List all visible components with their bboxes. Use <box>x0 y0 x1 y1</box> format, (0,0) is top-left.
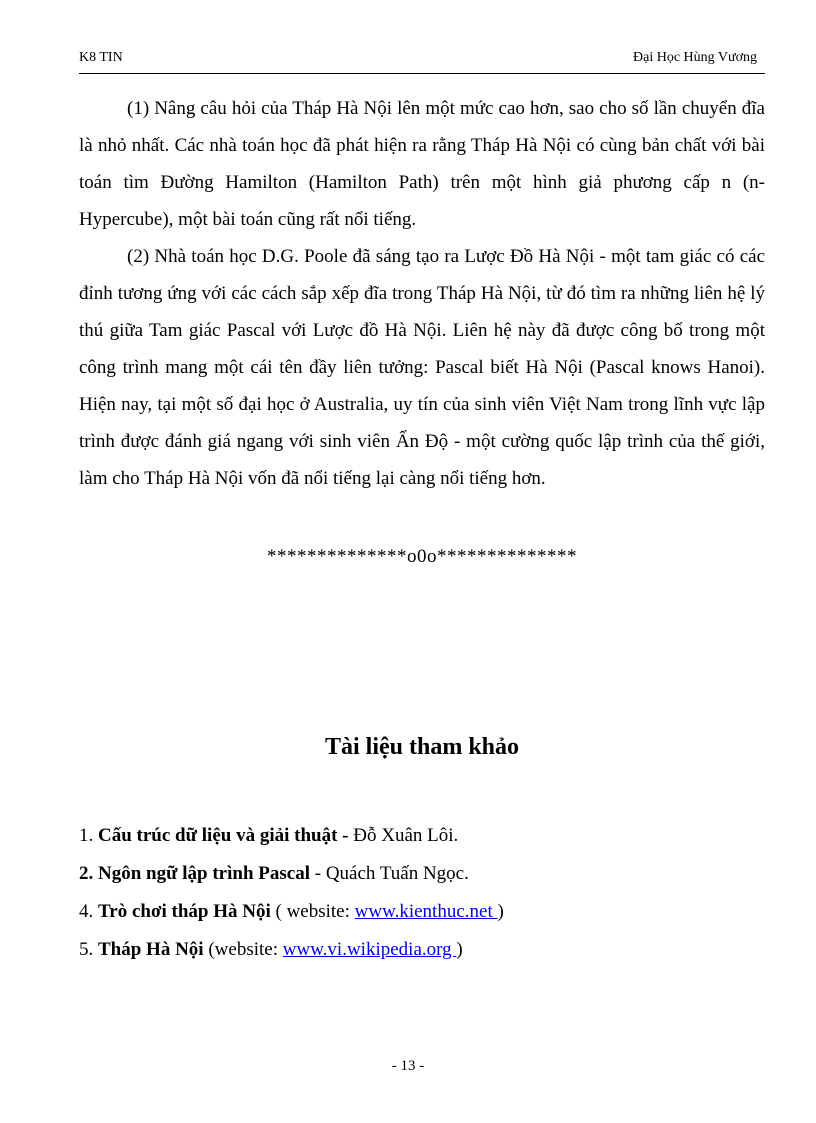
references-title: Tài liệu tham khảo <box>324 734 520 760</box>
reference-item-1 <box>79 817 765 855</box>
header-left-text: K8 TIN <box>79 50 123 65</box>
reference-website-label: ( website: <box>270 901 355 922</box>
page-header <box>79 50 757 72</box>
reference-number: 4. <box>79 901 98 922</box>
reference-item-4 <box>79 893 765 931</box>
paragraph-2: (2) Nhà toán học D.G. Poole đã sáng tạo ra Lược Đồ Hà Nội - một tam giác có các đỉnh tương ứng với các cách sắp xếp đĩa trong Tháp Hà Nội, từ đó tìm ra những liên hệ lý thú giữa Tam giác Pascal với Lược đồ Hà Nội. Liên hệ này đã được công bố trong một công trình mang một cái tên đầy liên tưởng: Pascal biết Hà Nội (Pascal knows Hanoi). Hiện nay, tại một số đại học ở Australia, uy tín của sinh viên Việt Nam trong lĩnh vực lập trình được đánh giá ngang với sinh viên Ấn Độ - một cường quốc lập trình của thế giới, làm cho Tháp Hà Nội vốn đã nổi tiếng lại càng nổi tiếng hơn. <box>79 246 765 489</box>
reference-number: 1. <box>79 825 98 846</box>
reference-number: 5. <box>79 939 98 960</box>
reference-title: Trò chơi tháp Hà Nội <box>98 901 271 922</box>
reference-website-label: (website: <box>203 939 283 960</box>
reference-title: Tháp Hà Nội <box>98 939 204 960</box>
reference-author: Đỗ Xuân Lôi. <box>353 825 459 846</box>
reference-link[interactable]: www.kienthuc.net <box>354 901 498 922</box>
reference-title: Cấu trúc dữ liệu và giải thuật - <box>98 825 354 846</box>
header-rule <box>79 73 765 74</box>
reference-number: 2. <box>79 863 98 884</box>
reference-item-5 <box>79 931 765 969</box>
header-right-text: Đại Học Hùng Vương <box>633 50 757 65</box>
reference-item-2 <box>79 855 765 893</box>
page-number: - 13 - <box>391 1058 425 1074</box>
reference-title: Ngôn ngữ lập trình Pascal <box>98 863 310 884</box>
reference-author: - Quách Tuấn Ngọc. <box>310 863 469 884</box>
reference-link[interactable]: www.vi.wikipedia.org <box>282 939 457 960</box>
section-divider: **************o0o************** <box>267 546 577 567</box>
reference-close: ) <box>456 939 463 960</box>
page-content <box>79 90 765 988</box>
reference-close: ) <box>497 901 504 922</box>
paragraph-1: (1) Nâng câu hỏi của Tháp Hà Nội lên một mức cao hơn, sao cho số lần chuyển đĩa là nhỏ nhất. Các nhà toán học đã phát hiện ra rằng Tháp Hà Nội có cùng bản chất với bài toán tìm Đường Hamilton (Hamilton Path) trên một hình giả phương cấp n (n-Hypercube), một bài toán cũng rất nổi tiếng. <box>79 98 765 230</box>
references-list <box>79 817 765 969</box>
